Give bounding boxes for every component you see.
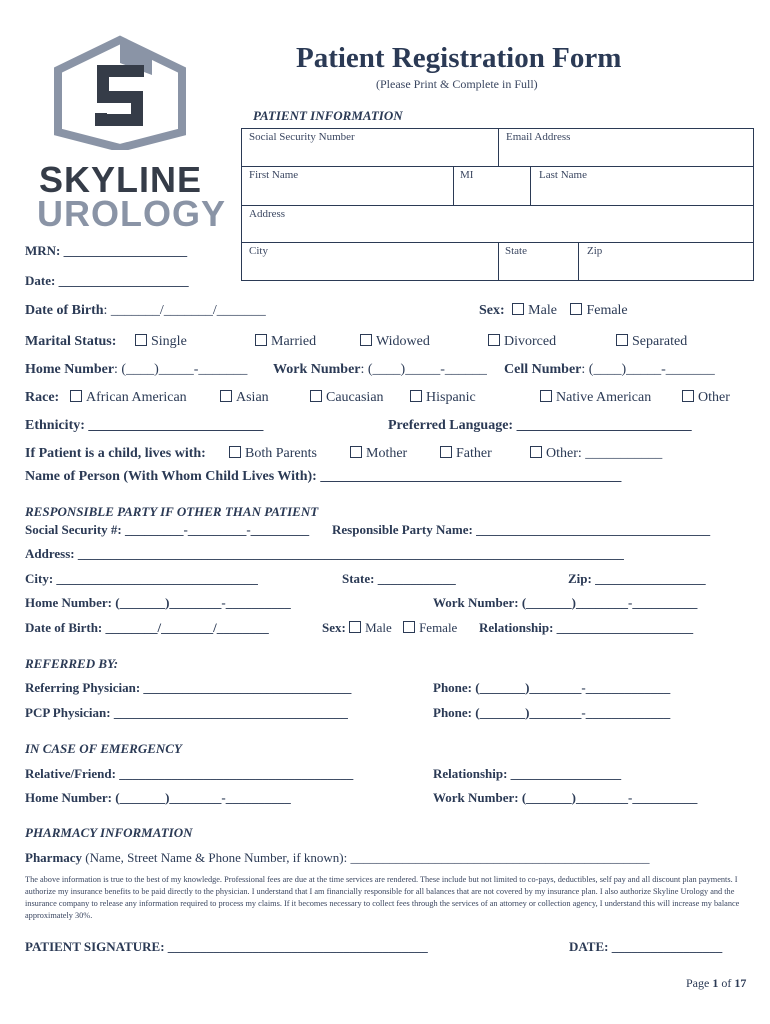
mrn-field[interactable]: MRN: ___________________ xyxy=(25,243,188,258)
work-number-blank: : (____)_____-______ xyxy=(360,362,487,377)
race-other[interactable] xyxy=(682,390,730,406)
logo xyxy=(25,35,227,235)
responsible-sex-female-label: Female xyxy=(419,620,458,635)
pharmacy-label: Pharmacy xyxy=(25,850,83,865)
email-field[interactable]: Email Address xyxy=(506,131,571,143)
patient-info-grid xyxy=(241,128,754,281)
ssn-field[interactable]: Social Security Number xyxy=(249,131,355,143)
marital-divorced-label: Divorced xyxy=(504,334,557,349)
marital-separated[interactable] xyxy=(616,334,687,350)
marital-label: Marital Status: xyxy=(25,334,117,349)
emergency-work-field[interactable]: Work Number: (_______)________-__________ xyxy=(433,790,698,805)
home-number-blank: : (____)_____-_______ xyxy=(114,362,248,377)
cell-number-label: Cell Number xyxy=(504,362,582,377)
last-name-field[interactable]: Last Name xyxy=(539,169,587,181)
dob-blank: : _______/_______/_______ xyxy=(103,303,266,318)
marital-widowed-label: Widowed xyxy=(376,334,430,349)
sex-female-checkbox[interactable] xyxy=(570,303,627,318)
sex-row xyxy=(479,303,628,319)
marital-separated-label: Separated xyxy=(632,334,688,349)
child-person-field[interactable]: Name of Person (With Whom Child Lives With): ___________________________________________ xyxy=(25,469,622,484)
work-number-field[interactable] xyxy=(273,362,487,378)
logo-line2: UROLOGY xyxy=(37,193,227,234)
home-number-field[interactable] xyxy=(25,362,247,378)
cell-number-blank: : (____)_____-_______ xyxy=(581,362,715,377)
page-of: of xyxy=(718,976,735,990)
responsible-sex-female-checkbox[interactable] xyxy=(403,620,457,635)
page-prefix: Page xyxy=(686,976,713,990)
race-native-american-label: Native American xyxy=(556,390,652,405)
responsible-dob-field[interactable]: Date of Birth: ________/________/________ xyxy=(25,620,269,635)
mi-field[interactable]: MI xyxy=(460,169,474,181)
marital-divorced[interactable] xyxy=(488,334,556,350)
child-mother-label: Mother xyxy=(366,446,408,461)
ethnicity-field[interactable]: Ethnicity: _________________________ xyxy=(25,418,264,433)
page-title: Patient Registration Form xyxy=(296,42,622,74)
responsible-city-field[interactable]: City: _______________________________ xyxy=(25,571,258,586)
state-field[interactable]: State xyxy=(505,245,527,257)
responsible-zip-field[interactable]: Zip: _________________ xyxy=(568,571,706,586)
marital-widowed[interactable] xyxy=(360,334,430,350)
emergency-relationship-field[interactable]: Relationship: _________________ xyxy=(433,766,622,781)
child-other-label: Other: ___________ xyxy=(546,446,663,461)
responsible-work-field[interactable]: Work Number: (_______)________-__________ xyxy=(433,595,698,610)
pharmacy-hint: (Name, Street Name & Phone Number, if known): ______________________________________________ xyxy=(82,850,650,865)
home-number-label: Home Number xyxy=(25,362,115,377)
race-african-american[interactable] xyxy=(70,390,187,406)
responsible-address-field[interactable]: Address: ____________________________________________________________________________________ xyxy=(25,546,624,561)
child-lives-label: If Patient is a child, lives with: xyxy=(25,446,206,461)
race-asian[interactable] xyxy=(220,390,269,406)
page-total: 17 xyxy=(734,976,747,990)
page-subtitle: (Please Print & Complete in Full) xyxy=(376,77,538,91)
date-field[interactable]: Date: ____________________ xyxy=(25,273,189,288)
responsible-sex-row xyxy=(322,620,457,636)
dob-row[interactable] xyxy=(25,303,266,319)
race-hispanic[interactable] xyxy=(410,390,476,406)
referring-phone-field[interactable]: Phone: (_______)________-_____________ xyxy=(433,680,671,695)
child-father[interactable] xyxy=(440,446,492,462)
cell-number-field[interactable] xyxy=(504,362,715,378)
work-number-label: Work Number xyxy=(273,362,361,377)
address-field[interactable]: Address xyxy=(249,208,286,220)
emergency-relative-field[interactable]: Relative/Friend: ____________________________________ xyxy=(25,766,354,781)
race-african-american-label: African American xyxy=(86,390,187,405)
responsible-ssn-field[interactable]: Social Security #: _________-_________-_________ xyxy=(25,522,310,537)
marital-single-label: Single xyxy=(151,334,187,349)
emergency-home-field[interactable]: Home Number: (_______)________-__________ xyxy=(25,790,291,805)
responsible-sex-male-label: Male xyxy=(365,620,392,635)
pharmacy-heading: PHARMACY INFORMATION xyxy=(25,825,193,840)
marital-single[interactable] xyxy=(135,334,187,350)
skyline-logo-icon xyxy=(25,35,215,150)
patient-signature-field[interactable]: PATIENT SIGNATURE: ________________________________________ xyxy=(25,939,428,954)
responsible-state-field[interactable]: State: ____________ xyxy=(342,571,456,586)
pcp-phone-field[interactable]: Phone: (_______)________-_____________ xyxy=(433,705,671,720)
responsible-relationship-field[interactable]: Relationship: _____________________ xyxy=(479,620,694,635)
emergency-heading: IN CASE OF EMERGENCY xyxy=(25,741,182,756)
city-field[interactable]: City xyxy=(249,245,268,257)
patient-info-heading: PATIENT INFORMATION xyxy=(253,108,403,123)
marital-married-label: Married xyxy=(271,334,317,349)
page-number xyxy=(686,976,746,991)
race-label: Race: xyxy=(25,390,60,405)
race-caucasian[interactable] xyxy=(310,390,384,406)
responsible-name-field[interactable]: Responsible Party Name: ____________________________________ xyxy=(332,522,711,537)
pharmacy-field[interactable] xyxy=(25,850,650,866)
marital-married[interactable] xyxy=(255,334,316,350)
signature-date-field[interactable]: DATE: _________________ xyxy=(569,939,723,954)
race-asian-label: Asian xyxy=(236,390,269,405)
preferred-language-field[interactable]: Preferred Language: _________________________ xyxy=(388,418,692,433)
responsible-sex-label: Sex: xyxy=(322,620,346,635)
page-current: 1 xyxy=(712,976,719,990)
disclaimer-text: The above information is true to the best of my knowledge. Professional fees are due at the time services are rendered. These include but not limited to co-pays, deductibles, self pay and all discount plan payments. I authorize my insurance benefits to be paid directly to the physician. I understand that I am financially responsible for all balances that are not covered by my insurance plan. I also authorize Skyline Urology and the insurance company to release any information required to process my claims. If it becomes necessary to collect fees through the services of an attorney or collection agency, I understand this will increase my balance approximately 30%. xyxy=(25,875,740,920)
child-both-parents[interactable] xyxy=(229,446,317,462)
sex-male-label: Male xyxy=(528,303,557,318)
pcp-physician-field[interactable]: PCP Physician: ____________________________________ xyxy=(25,705,348,720)
sex-female-label: Female xyxy=(586,303,628,318)
race-hispanic-label: Hispanic xyxy=(426,390,476,405)
responsible-sex-male-checkbox[interactable] xyxy=(349,620,392,635)
first-name-field[interactable]: First Name xyxy=(249,169,299,181)
sex-label: Sex: xyxy=(479,303,505,318)
zip-field[interactable]: Zip xyxy=(587,245,603,257)
dob-label: Date of Birth xyxy=(25,303,104,318)
responsible-heading: RESPONSIBLE PARTY IF OTHER THAN PATIENT xyxy=(25,504,319,519)
referred-heading: REFERRED BY: xyxy=(25,656,119,671)
race-native-american[interactable] xyxy=(540,390,651,406)
responsible-home-field[interactable]: Home Number: (_______)________-__________ xyxy=(25,595,291,610)
logo-line1: SKYLINE xyxy=(39,159,203,200)
child-both-parents-label: Both Parents xyxy=(245,446,317,461)
child-mother[interactable] xyxy=(350,446,407,462)
child-father-label: Father xyxy=(456,446,492,461)
child-other[interactable] xyxy=(530,446,662,462)
race-caucasian-label: Caucasian xyxy=(326,390,384,405)
race-other-label: Other xyxy=(698,390,730,405)
referring-physician-field[interactable]: Referring Physician: ________________________________ xyxy=(25,680,352,695)
sex-male-checkbox[interactable] xyxy=(512,303,557,318)
